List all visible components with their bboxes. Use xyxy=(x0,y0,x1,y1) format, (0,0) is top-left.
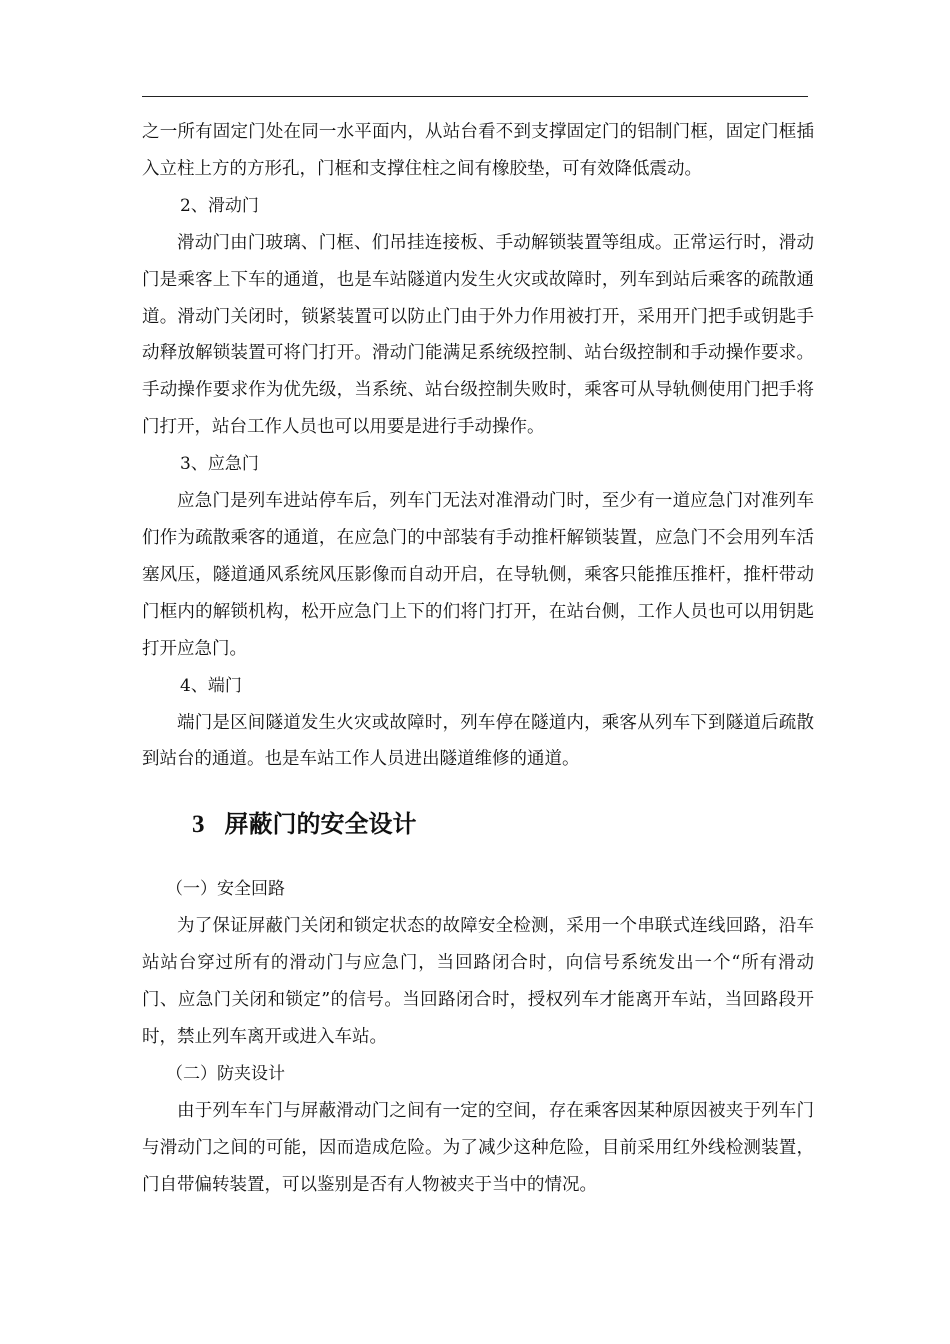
heading-sliding-door: 2、滑动门 xyxy=(180,195,259,216)
heading-safety-loop: （一）安全回路 xyxy=(166,879,285,900)
chapter-number: 3 xyxy=(192,811,205,839)
chapter-heading xyxy=(192,804,814,845)
end-door-paragraph: 端门是区间隧道发生火灾或故障时，列车停在隧道内，乘客从列车下到隧道后疏散到站台的通道。也是车站工作人员进出隧道维修的通道。 xyxy=(142,712,814,770)
safety-loop-paragraph: 为了保证屏蔽门关闭和锁定状态的故障安全检测，采用一个串联式连线回路，沿车站站台穿过所有的滑动门与应急门，当回路闭合时，向信号系统发出一个“所有滑动门、应急门关闭和锁定”的信号。当回路闭合时，授权列车才能离开车站，当回路段开时，禁止列车离开或进入车站。 xyxy=(142,916,814,1047)
heading-emergency-door: 3、应急门 xyxy=(180,454,259,475)
anti-pinch-paragraph: 由于列车车门与屏蔽滑动门之间有一定的空间，存在乘客因某种原因被夹于列车门与滑动门之间的可能，因而造成危险。为了减少这种危险，目前采用红外线检测装置，门自带偏转装置，可以鉴别是否有人物被夹于当中的情况。 xyxy=(142,1100,814,1195)
heading-end-door: 4、端门 xyxy=(180,675,242,696)
sliding-door-paragraph: 滑动门由门玻璃、门框、们吊挂连接板、手动解锁装置等组成。正常运行时，滑动门是乘客上下车的通道，也是车站隧道内发生火灾或故障时，列车到站后乘客的疏散通道。滑动门关闭时，锁紧装置可以防止门由于外力作用被打开，采用开门把手或钥匙手动释放解锁装置可将门打开。滑动门能满足系统级控制、站台级控制和手动操作要求。手动操作要求作为优先级，当系统、站台级控制失败时，乘客可从导轨侧使用门把手将门打开，站台工作人员也可以用要是进行手动操作。 xyxy=(142,232,814,438)
document-page xyxy=(142,114,814,1203)
emergency-door-paragraph: 应急门是列车进站停车后，列车门无法对准滑动门时，至少有一道应急门对准列车们作为疏散乘客的通道，在应急门的中部装有手动推杆解锁装置，应急门不会用列车活塞风压，隧道通风系统风压影像而自动开启，在导轨侧，乘客只能推压推杆，推杆带动门框内的解锁机构，松开应急门上下的们将门打开，在站台侧，工作人员也可以用钥匙打开应急门。 xyxy=(142,491,814,659)
chapter-title: 屏蔽门的安全设计 xyxy=(224,810,417,839)
header-rule xyxy=(142,96,808,97)
intro-paragraph: 之一所有固定门处在同一水平面内，从站台看不到支撑固定门的铝制门框，固定门框插入立柱上方的方形孔，门框和支撑住柱之间有橡胶垫，可有效降低震动。 xyxy=(142,122,814,179)
heading-anti-pinch: （二）防夹设计 xyxy=(166,1063,285,1084)
